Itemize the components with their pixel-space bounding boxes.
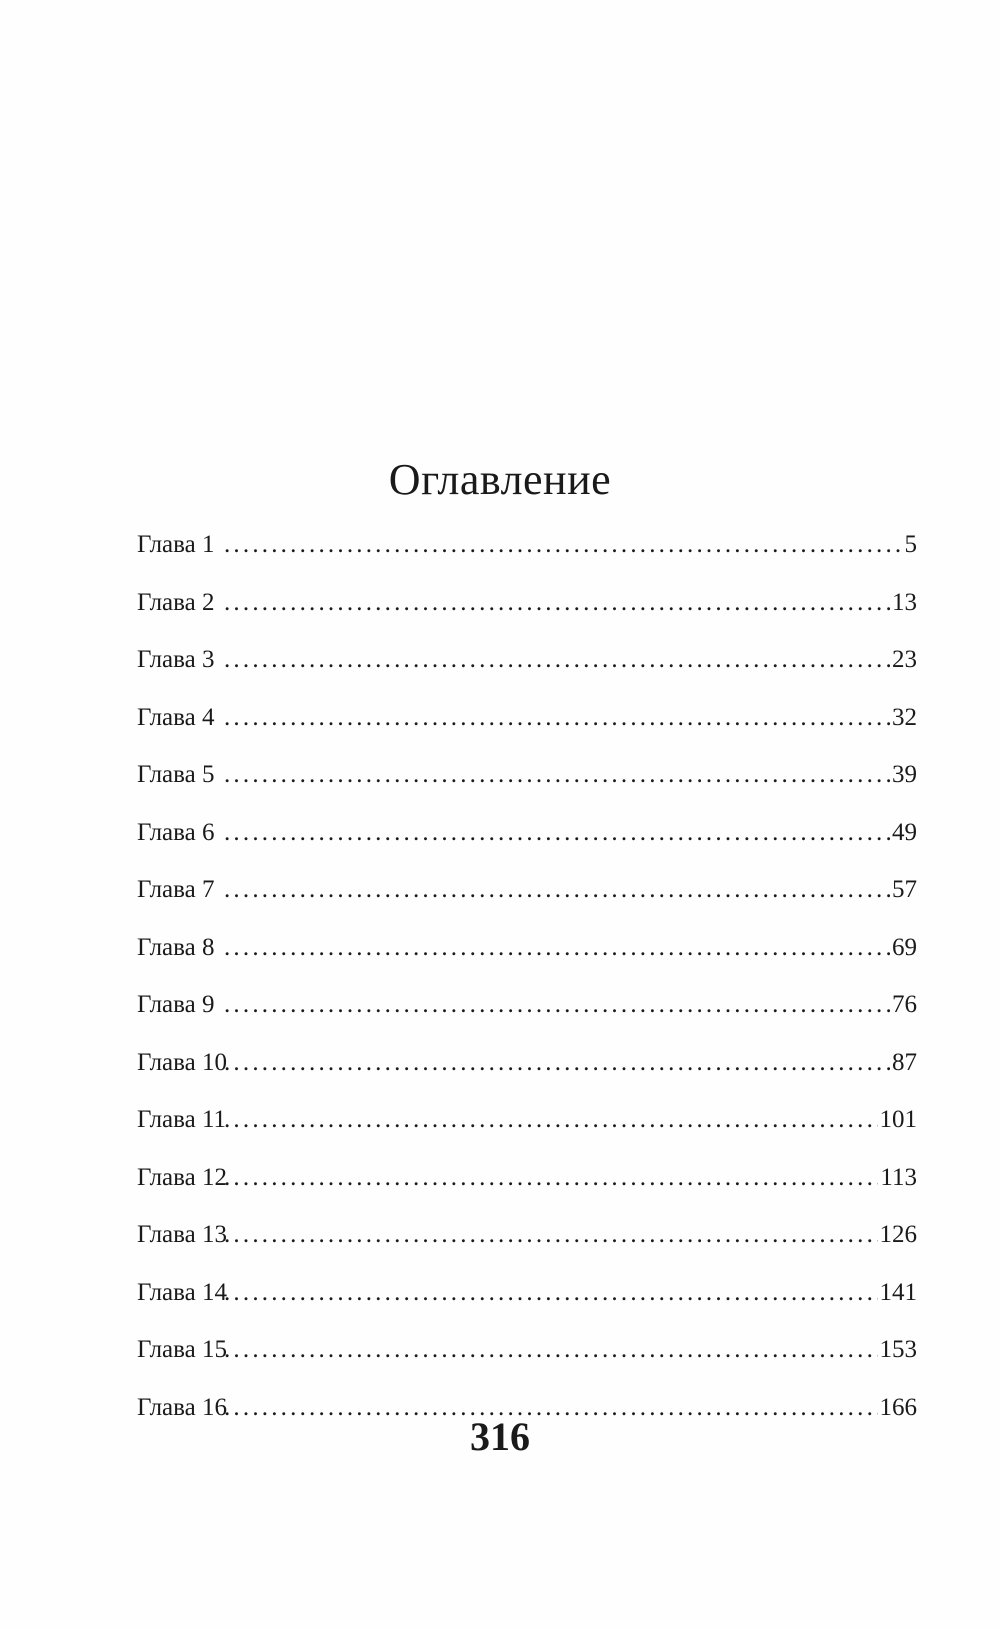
dot-leader xyxy=(224,1220,878,1250)
dot-leader xyxy=(224,645,890,675)
chapter-label: Глава xyxy=(137,531,196,558)
toc-entry xyxy=(137,1220,917,1278)
chapter-number: 1 xyxy=(201,531,215,558)
dot-leader xyxy=(224,990,890,1020)
chapter-page: 153 xyxy=(879,1336,917,1363)
chapter-number: 10 xyxy=(201,1048,227,1076)
chapter-page: 87 xyxy=(892,1048,917,1076)
toc-entry xyxy=(137,1163,917,1221)
dot-leader xyxy=(224,588,890,618)
chapter-label: Глава xyxy=(137,761,196,788)
chapter-number: 16 xyxy=(201,1393,227,1421)
chapter-number: 9 xyxy=(201,991,215,1018)
dot-leader xyxy=(224,1278,878,1308)
chapter-page: 76 xyxy=(892,991,917,1018)
chapter-page: 113 xyxy=(880,1163,917,1191)
chapter-label: Глава xyxy=(137,933,196,961)
dot-leader xyxy=(224,703,890,733)
chapter-label: Глава xyxy=(137,991,196,1018)
chapter-page: 141 xyxy=(879,1278,917,1306)
chapter-number: 8 xyxy=(201,933,215,961)
dot-leader xyxy=(224,1105,878,1135)
toc-entry xyxy=(137,1048,917,1106)
chapter-label: Глава xyxy=(137,1278,196,1306)
chapter-number: 11 xyxy=(201,1106,227,1133)
dot-leader xyxy=(224,1048,890,1078)
chapter-number: 3 xyxy=(201,646,215,673)
toc-entry xyxy=(137,1278,917,1336)
toc-entry xyxy=(137,990,917,1048)
dot-leader xyxy=(224,875,890,905)
dot-leader xyxy=(224,933,890,963)
chapter-label: Глава xyxy=(137,1336,196,1363)
toc-entry xyxy=(137,760,917,818)
chapter-label: Глава xyxy=(137,588,196,616)
chapter-page: 39 xyxy=(892,761,917,788)
chapter-label: Глава xyxy=(137,703,196,731)
toc-entry xyxy=(137,530,917,588)
chapter-page: 5 xyxy=(904,531,917,558)
chapter-page: 69 xyxy=(892,933,917,961)
chapter-number: 12 xyxy=(201,1163,227,1191)
chapter-page: 13 xyxy=(892,588,917,616)
toc-entry xyxy=(137,1335,917,1393)
chapter-label: Глава xyxy=(137,1163,196,1191)
chapter-label: Глава xyxy=(137,818,196,846)
chapter-page: 49 xyxy=(892,818,917,846)
page-number: 316 xyxy=(470,1414,530,1459)
chapter-label: Глава xyxy=(137,1048,196,1076)
chapter-label: Глава xyxy=(137,1106,196,1133)
chapter-label: Глава xyxy=(137,1393,196,1421)
toc-entry xyxy=(137,933,917,991)
toc-entry xyxy=(137,818,917,876)
chapter-number: 2 xyxy=(201,588,215,616)
chapter-number: 7 xyxy=(201,876,215,903)
dot-leader xyxy=(224,760,890,790)
chapter-number: 4 xyxy=(201,703,215,731)
chapter-number: 15 xyxy=(201,1336,227,1363)
chapter-page: 32 xyxy=(892,703,917,731)
chapter-label: Глава xyxy=(137,1221,196,1248)
dot-leader xyxy=(224,530,901,560)
toc-entry xyxy=(137,1105,917,1163)
toc-entry xyxy=(137,588,917,646)
chapter-label: Глава xyxy=(137,876,196,903)
toc-entry xyxy=(137,703,917,761)
chapter-page: 23 xyxy=(892,646,917,673)
chapter-label: Глава xyxy=(137,646,196,673)
dot-leader xyxy=(224,1335,878,1365)
dot-leader xyxy=(224,1163,878,1193)
chapter-page: 57 xyxy=(892,876,917,903)
chapter-page: 126 xyxy=(879,1221,917,1248)
chapter-number: 6 xyxy=(201,818,215,846)
chapter-number: 13 xyxy=(201,1221,227,1248)
dot-leader xyxy=(224,818,890,848)
toc-title: Оглавление xyxy=(388,455,612,504)
chapter-page: 166 xyxy=(879,1393,917,1421)
chapter-page: 101 xyxy=(879,1106,917,1133)
toc-list xyxy=(137,530,917,1450)
chapter-number: 14 xyxy=(201,1278,227,1306)
toc-entry xyxy=(137,645,917,703)
chapter-number: 5 xyxy=(201,761,215,788)
toc-entry xyxy=(137,875,917,933)
